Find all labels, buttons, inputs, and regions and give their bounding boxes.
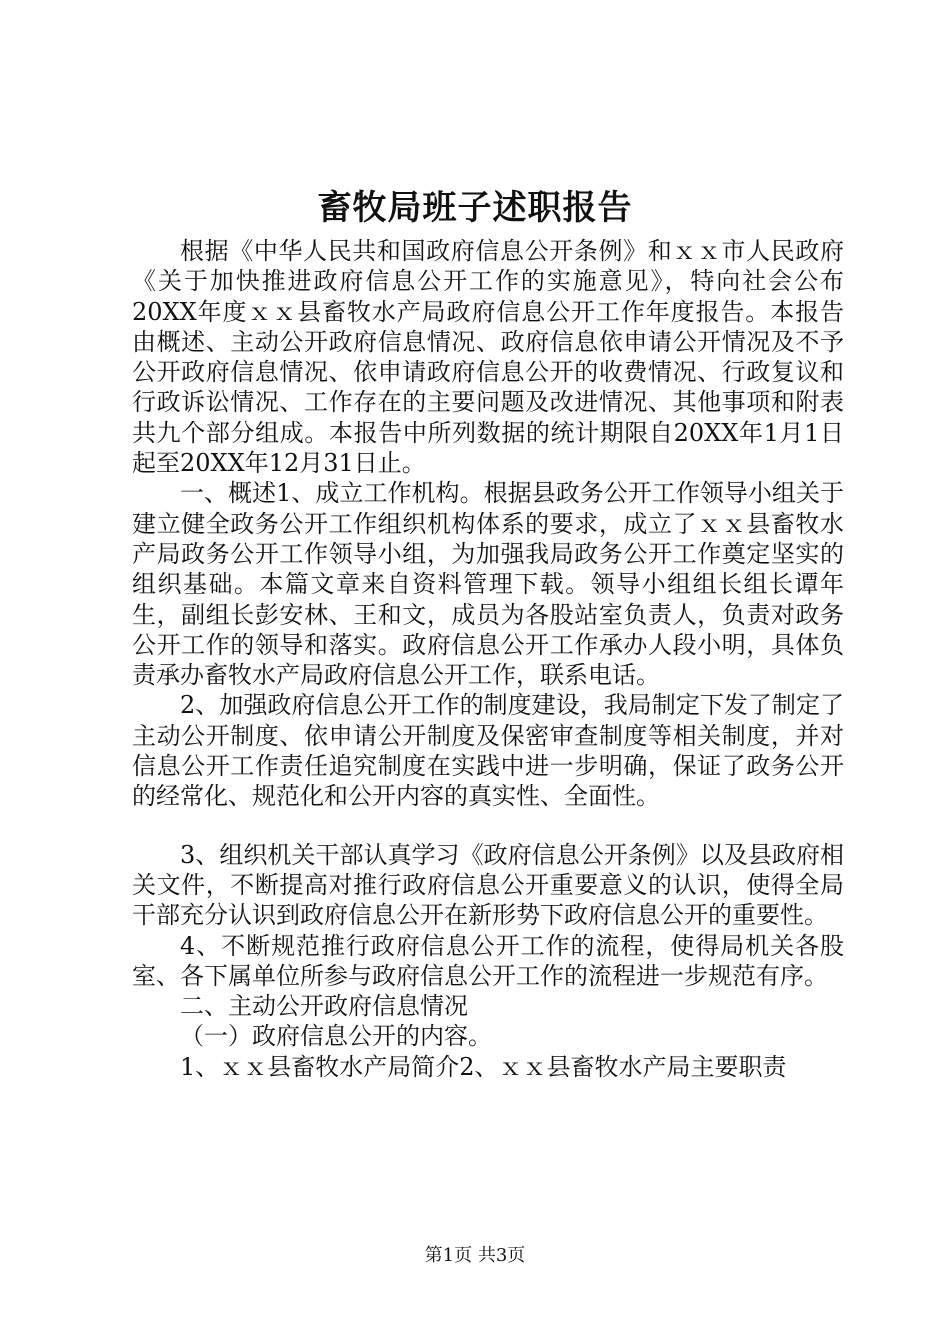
paragraph-item-3: 3、组织机关干部认真学习《政府信息公开条例》以及县政府相关文件，不断提高对推行政府信息公开重要意义的认识，使得全局干部充分认识到政府信息公开在新形势下政府信息公开的重要性。 xyxy=(132,840,844,930)
document-body xyxy=(132,236,844,1082)
page-number-footer: 第1页 共3页 xyxy=(424,1245,526,1266)
section-heading-2: 二、主动公开政府信息情况 xyxy=(180,992,468,1021)
paragraph-spacer xyxy=(132,812,844,840)
paragraph-intro: 根据《中华人民共和国政府信息公开条例》和ｘｘ市人民政府《关于加快推进政府信息公开工作的实施意见》，特向社会公布20XX年度ｘｘ县畜牧水产局政府信息公开工作年度报告。本报告由概述、主动公开政府信息情况、政府信息依申请公开情况及不予公开政府信息情况、依申请政府信息公开的收费情况、行政复议和行政诉讼情况、工作存在的主要问题及改进情况、其他事项和附表共九个部分组成。本报告中所列数据的统计期限自20XX年1月1日起至20XX年12月31日止。 xyxy=(132,237,844,478)
paragraph-overview: 一、概述1、成立工作机构。根据县政务公开工作领导小组关于建立健全政务公开工作组织机构体系的要求，成立了ｘｘ县畜牧水产局政务公开工作领导小组，为加强我局政务公开工作奠定坚实的组织基础。本篇文章来自资料管理下载。领导小组组长组长谭年生，副组长彭安林、王和文，成员为各股站室负责人，负责对政务公开工作的领导和落实。政府信息公开工作承办人段小明，具体负责承办畜牧水产局政府信息公开工作，联系电话。 xyxy=(132,479,844,690)
paragraph-item-4: 4、不断规范推行政府信息公开工作的流程，使得局机关各股室、各下属单位所参与政府信息公开工作的流程进一步规范有序。 xyxy=(132,931,844,990)
paragraph-list-items: 1、ｘｘ县畜牧水产局简介2、ｘｘ县畜牧水产局主要职责 xyxy=(180,1052,787,1081)
paragraph-item-2: 2、加强政府信息公开工作的制度建设，我局制定下发了制定了主动公开制度、依申请公开制度及保密审查制度等相关制度，并对信息公开工作责任追究制度在实践中进一步明确，保证了政务公开的经常化、规范化和公开内容的真实性、全面性。 xyxy=(132,691,844,811)
subsection-heading-1: （一）政府信息公开的内容。 xyxy=(180,1022,492,1051)
document-title: 畜牧局班子述职报告 xyxy=(317,188,633,228)
